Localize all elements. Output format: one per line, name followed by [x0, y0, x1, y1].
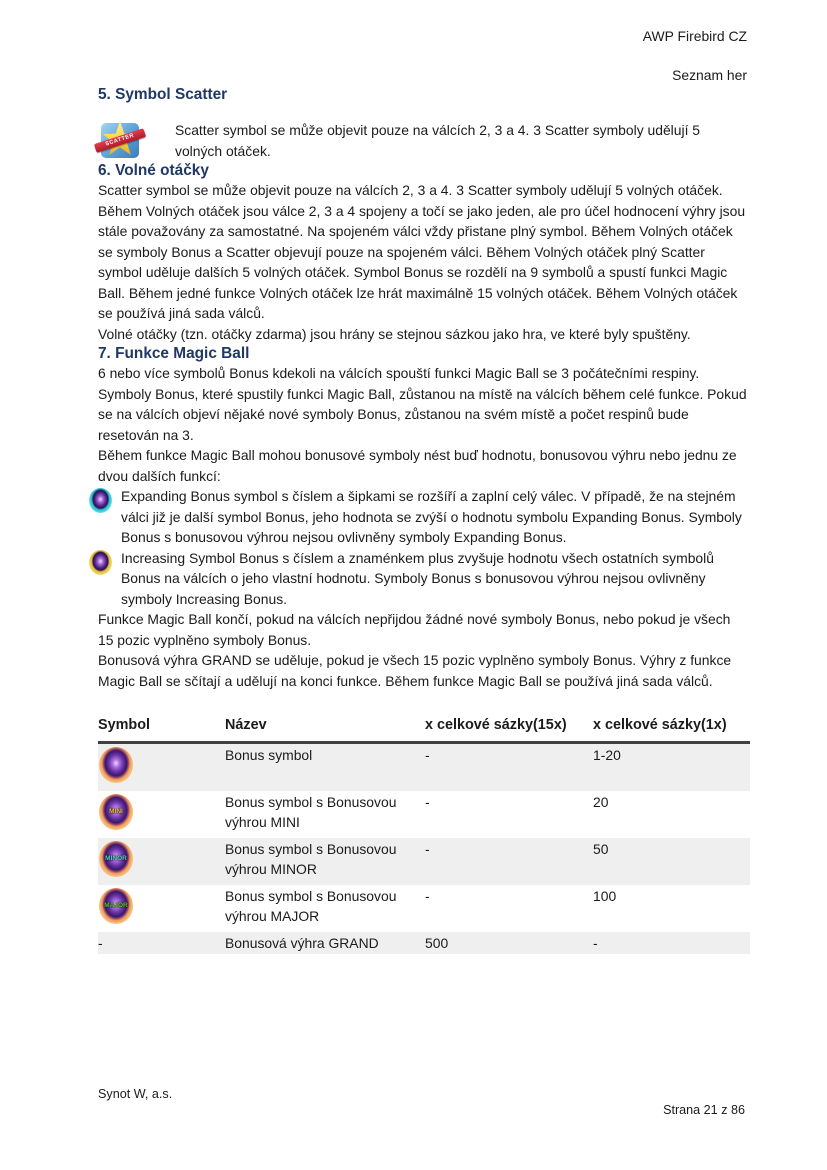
table-header-row: [98, 715, 750, 742]
bet15-cell: -: [425, 746, 430, 763]
bet1-cell: -: [593, 934, 598, 951]
symbol-cell: [98, 742, 225, 791]
bet1-cell: 100: [593, 887, 617, 904]
magic-ball-end-paragraph: Funkce Magic Ball končí, pokud na válcích nepřijdou žádné nové symboly Bonus, nebo pokud je všech 15 pozic vyplněno symboly Bonus.: [98, 611, 731, 648]
orb-label: MAJOR: [104, 901, 128, 909]
column-header-name: Název: [225, 715, 425, 742]
doc-subtitle: Seznam her: [672, 66, 747, 83]
magic-ball-paragraph-1: 6 nebo více symbolů Bonus kdekoli na válcích spouští funkci Magic Ball se 3 počátečními respiny. Symboly Bonus, které spustily funkci Magic Ball, zůstanou na místě na válcích během celé funkce. Pokud se na válcích objeví nějaké nové symboly Bonus, zůstanou na svém místě a počet respinů bude resetován na 3.: [98, 365, 747, 443]
free-spins-note: Volné otáčky (tzn. otáčky zdarma) jsou hrány se stejnou sázkou jako hra, ve které byly spuštěny.: [98, 325, 691, 342]
orb-label: MINOR: [105, 854, 127, 862]
bet1-cell: 50: [593, 840, 609, 857]
grand-win-paragraph: Bonusová výhra GRAND se uděluje, pokud je všech 15 pozic vyplněno symboly Bonus. Výhry z funkce Magic Ball se sčítají a udělují na konci funkce. Během funkce Magic Ball se používá jiná sada válců.: [98, 652, 732, 689]
bet1-cell: 1-20: [593, 746, 621, 763]
bonus-mini-symbol-icon: [99, 794, 133, 830]
bet15-cell: -: [425, 840, 430, 857]
name-cell: Bonus symbol s Bonusovou výhrou MINOR: [225, 840, 397, 877]
section-6-heading: 6. Volné otáčky: [98, 162, 209, 179]
bet15-cell: 500: [425, 934, 449, 951]
section-7-heading: 7. Funkce Magic Ball: [98, 345, 250, 362]
bet15-cell: -: [425, 793, 430, 810]
free-spins-paragraph: Scatter symbol se může objevit pouze na válcích 2, 3 a 4. 3 Scatter symboly udělují 5 volných otáček. Během Volných otáček jsou válce 2, 3 a 4 spojeny a točí se jako jeden, ale pro účel hodnocení výhry jsou stále považovány za samostatné. Na spojeném válci vždy přistane plný symbol. Během Volných otáček se symboly Bonus a Scatter objevují pouze na spojeném válci. Během Volných otáček plný Scatter symbol uděluje dalších 5 volných otáček. Symbol Bonus se rozdělí na 9 symbolů a spustí funkci Magic Ball. Během jedné funkce Volných otáček lze hrát maximálně 15 volných otáček. Během Volných otáček se používá jiná sada válců.: [98, 182, 746, 321]
scatter-description-row: [98, 120, 747, 161]
symbol-cell: [98, 838, 225, 885]
footer-page-number: Strana 21 z 86: [663, 1103, 745, 1117]
bonus-major-symbol-icon: [99, 888, 133, 924]
bullet-icon-column: [89, 486, 121, 519]
scatter-symbol-icon: [98, 120, 142, 160]
name-cell: Bonus symbol s Bonusovou výhrou MINI: [225, 793, 397, 830]
scatter-paragraph: Scatter symbol se může objevit pouze na válcích 2, 3 a 4. 3 Scatter symboly udělují 5 volných otáček.: [175, 122, 701, 159]
table-row: [98, 791, 750, 838]
name-cell: Bonus symbol s Bonusovou výhrou MAJOR: [225, 887, 397, 924]
table-row: [98, 838, 750, 885]
symbols-table-body: [98, 742, 750, 954]
column-header-bet1: x celkové sázky(1x): [593, 715, 750, 742]
symbol-cell: -: [98, 934, 103, 951]
table-row: [98, 885, 750, 932]
document-header: [98, 26, 747, 85]
expanding-bonus-text: Expanding Bonus symbol s číslem a šipkami se rozšíří a zaplní celý válec. V případě, že na stejném válci již je další symbol Bonus, jeho hodnota se zvýší o hodnotu symbolu Expanding Bonus. Symboly Bonus s bonusovou výhrou nejsou ovlivněny symboly Expanding Bonus.: [121, 488, 742, 545]
name-cell: Bonusová výhra GRAND: [225, 934, 379, 951]
expanding-bonus-icon: [89, 488, 112, 513]
table-row: [98, 932, 750, 954]
column-header-symbol: Symbol: [98, 715, 225, 742]
bet15-cell: -: [425, 887, 430, 904]
bonus-minor-symbol-icon: [99, 841, 133, 877]
section-5-heading: 5. Symbol Scatter: [98, 86, 228, 103]
increasing-bonus-icon: [89, 550, 112, 575]
footer-company: Synot W, a.s.: [98, 1087, 173, 1101]
bonus-symbol-icon: [99, 747, 133, 783]
doc-title: AWP Firebird CZ: [642, 28, 747, 44]
symbol-cell: [98, 885, 225, 932]
bullet-icon-column: [89, 548, 121, 581]
name-cell: Bonus symbol: [225, 746, 313, 763]
orb-label: MINI: [109, 807, 123, 815]
scatter-ribbon-label: SCATTER: [94, 128, 146, 153]
symbol-cell: [98, 791, 225, 838]
table-row: [98, 742, 750, 791]
bet1-cell: 20: [593, 793, 609, 810]
expanding-bonus-bullet: [89, 486, 747, 548]
increasing-bonus-bullet: [89, 548, 747, 610]
column-header-bet15: x celkové sázky(15x): [425, 715, 593, 742]
increasing-bonus-text: Increasing Symbol Bonus s číslem a znaménkem plus zvyšuje hodnotu všech ostatních symbolů Bonus na válcích o jeho vlastní hodnotu. Symboly Bonus s bonusovou výhrou nejsou ovlivněny symboly Increasing Bonus.: [121, 549, 714, 607]
magic-ball-paragraph-2: Během funkce Magic Ball mohou bonusové symboly nést buď hodnotu, bonusovou výhru nebo jednu ze dvou dalších funkcí:: [98, 447, 737, 484]
symbols-payout-table: [98, 715, 750, 954]
